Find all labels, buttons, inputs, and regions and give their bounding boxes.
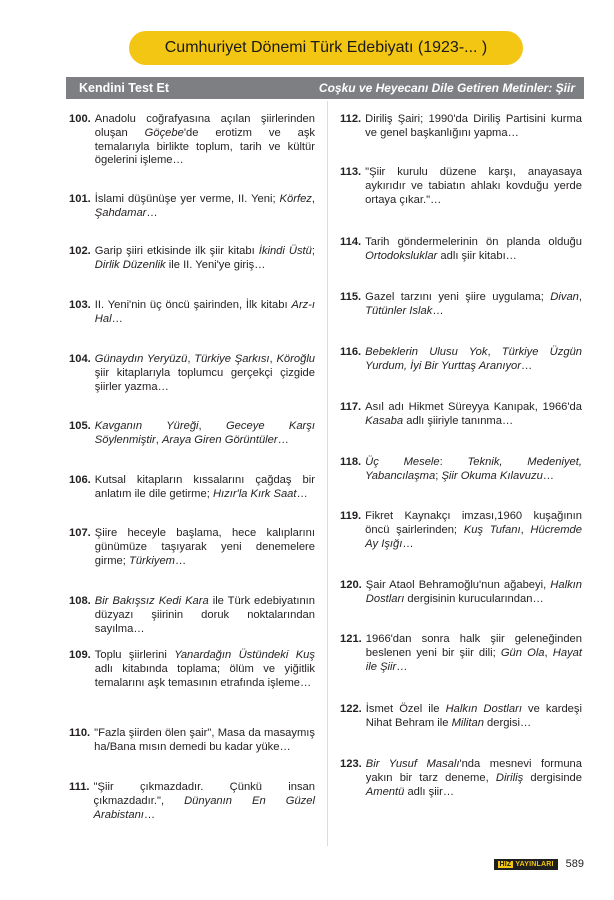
italic-title: Üç Mesele bbox=[365, 456, 440, 468]
logo-mark: HIZ bbox=[499, 860, 512, 868]
question-text: Tarih göndermelerinin ön planda olduğu Ortodoksluklar adlı şiir kitabı… bbox=[365, 236, 582, 262]
question-text: Diriliş Şairi; 1990'da Diriliş Partisini kurma ve genel başkanlığını yapma… bbox=[365, 113, 582, 139]
question-text: Anadolu coğrafyasına açılan şiirlerinden oluşan Göçebe'de erotizm ve aşk temalarıyla birlikte toplum, tarih ve kültür ögelerini işleme… bbox=[94, 113, 316, 167]
question-item bbox=[340, 113, 582, 141]
question-text: Kutsal kitapların kıssalarını çağdaş bir anlatım ile dile getirme; Hızır'la Kırk Saat… bbox=[94, 474, 315, 500]
question-text: "Fazla şiirden ölen şair", Masa da masaymış ha/Bana mısın demedi bu kadar yüke… bbox=[94, 727, 315, 753]
italic-title: Körfez bbox=[279, 193, 312, 205]
italic-title: Türkiye Şarkısı bbox=[194, 353, 270, 365]
question-text: Asıl adı Hikmet Süreyya Kanıpak, 1966'da Kasaba adlı şiiriyle tanınma… bbox=[365, 401, 582, 427]
question-item bbox=[340, 703, 582, 731]
question-text: Bir Bakışsız Kedi Kara ile Türk edebiyatının düzyazı şiirinin doruk noktalarından sayılma… bbox=[94, 595, 315, 635]
question-number: 105. bbox=[69, 420, 91, 432]
question-item bbox=[69, 193, 315, 221]
question-item bbox=[69, 649, 315, 690]
question-number: 111. bbox=[69, 781, 90, 793]
italic-title: Tütünler Islak bbox=[365, 304, 433, 317]
question-item bbox=[69, 353, 315, 394]
question-number: 116. bbox=[340, 346, 362, 358]
question-text: İslami düşünüşe yer verme, II. Yeni; Körfez, Şahdamar… bbox=[94, 193, 315, 219]
question-item bbox=[69, 595, 315, 636]
italic-title: Türkiye Üzgün Yurdum, İyi Bir Yurttaş Aranıyor bbox=[365, 346, 583, 372]
question-text: Fikret Kaynakçı imzası,1960 kuşağının öncü şairlerinden; Kuş Tufanı, Hücremde Ay Işığı… bbox=[365, 510, 582, 550]
question-text: Günaydın Yeryüzü, Türkiye Şarkısı, Köroğlu şiir kitaplarıyla toplumcu gerçekçi çizgide şiirler yazma… bbox=[94, 353, 316, 393]
question-item bbox=[340, 401, 582, 429]
question-number: 102. bbox=[69, 245, 91, 257]
italic-title: Dünyanın En Güzel Arabistanı bbox=[93, 794, 315, 821]
publisher-logo bbox=[494, 859, 558, 870]
question-number: 104. bbox=[69, 353, 91, 365]
italic-title: Halkın Dostları bbox=[365, 579, 582, 605]
section-label: Kendini Test Et bbox=[79, 81, 170, 95]
question-text: İsmet Özel ile Halkın Dostları ve kardeşi Nihat Behram ile Militan dergisi… bbox=[365, 703, 582, 729]
italic-title: Teknik, Medeniyet, Yabancılaşma bbox=[365, 456, 582, 482]
question-item bbox=[340, 633, 582, 674]
column-divider bbox=[327, 101, 328, 846]
question-text: Bir Yusuf Masalı'nda mesnevi formuna yakın bir tarz deneme, Diriliş dergisinde Amentü adlı şiir… bbox=[365, 758, 583, 798]
italic-title: Şiir Okuma Kılavuzu bbox=[441, 469, 543, 482]
question-item bbox=[69, 420, 315, 448]
question-text: Bebeklerin Ulusu Yok, Türkiye Üzgün Yurdum, İyi Bir Yurttaş Aranıyor… bbox=[365, 346, 583, 372]
question-text: Gazel tarzını yeni şiire uygulama; Divan, Tütünler Islak… bbox=[365, 291, 582, 317]
italic-title: Araya Giren Görüntüler bbox=[161, 433, 278, 446]
question-number: 117. bbox=[340, 401, 362, 413]
italic-title: Ortodoksluklar bbox=[365, 249, 438, 262]
italic-title: İkindi Üstü bbox=[258, 245, 312, 257]
question-number: 122. bbox=[340, 703, 362, 715]
question-text: Toplu şiirlerini Yanardağın Üstündeki Kuş adlı kitabında toplama; ölüm ve yiğitlik temalarını aşk temasının etrafında işleme… bbox=[94, 649, 315, 689]
italic-title: Hücremde Ay Işığı bbox=[365, 523, 582, 550]
page-footer bbox=[494, 858, 585, 870]
italic-title: Bir Yusuf Masalı bbox=[365, 758, 460, 770]
question-number: 101. bbox=[69, 193, 91, 205]
question-number: 120. bbox=[340, 579, 362, 591]
question-number: 100. bbox=[69, 113, 91, 125]
question-text: II. Yeni'nin üç öncü şairinden, İlk kitabı Arz-ı Hal… bbox=[94, 299, 315, 325]
question-number: 119. bbox=[340, 510, 362, 522]
question-text: Kavganın Yüreği, Geceye Karşı Söylenmiştir, Araya Giren Görüntüler… bbox=[94, 420, 315, 446]
italic-title: Göçebe bbox=[144, 126, 184, 139]
question-item bbox=[340, 456, 582, 484]
question-item bbox=[340, 166, 582, 207]
question-item bbox=[69, 781, 315, 822]
italic-title: Geceye Karşı Söylenmiştir bbox=[94, 420, 315, 446]
chapter-title: Cumhuriyet Dönemi Türk Edebiyatı (1923-... ) bbox=[164, 39, 488, 56]
question-text: "Şiir çıkmazdadır. Çünkü insan çıkmazdadır.", Dünyanın En Güzel Arabistanı… bbox=[93, 781, 315, 821]
question-number: 115. bbox=[340, 291, 362, 303]
question-item bbox=[340, 346, 582, 374]
italic-title: Yanardağın Üstündeki Kuş bbox=[174, 649, 315, 661]
italic-title: Bebeklerin Ulusu Yok bbox=[365, 346, 488, 358]
logo-text: YAYINLARI bbox=[515, 860, 554, 868]
question-text: 1966'dan sonra halk şiir geleneğinden beslenen yeni bir şiir dili; Gün Ola, Hayat ile Şiir… bbox=[365, 633, 582, 673]
italic-title: Hayat ile Şiir bbox=[365, 646, 582, 673]
italic-title: Militan bbox=[451, 716, 484, 729]
question-text: Garip şiiri etkisinde ilk şiir kitabı İkindi Üstü; Dirlik Düzenlik ile II. Yeni'ye giriş… bbox=[94, 245, 315, 271]
italic-title: Arz-ı Hal bbox=[94, 299, 315, 325]
italic-title: Günaydın Yeryüzü bbox=[94, 353, 188, 365]
question-number: 118. bbox=[340, 456, 362, 468]
question-item bbox=[69, 527, 315, 568]
italic-title: Amentü bbox=[365, 785, 405, 798]
question-number: 106. bbox=[69, 474, 91, 486]
question-number: 121. bbox=[340, 633, 362, 645]
italic-title: Türkiyem bbox=[128, 554, 175, 567]
question-item bbox=[340, 291, 582, 319]
question-item bbox=[69, 113, 315, 168]
italic-title: Halkın Dostları bbox=[445, 703, 522, 715]
question-number: 110. bbox=[69, 727, 91, 739]
italic-title: Hızır'la Kırk Saat bbox=[212, 487, 297, 500]
italic-title: Dirlik Düzenlik bbox=[94, 258, 166, 271]
italic-title: Gün Ola bbox=[500, 646, 545, 659]
question-number: 103. bbox=[69, 299, 91, 311]
question-number: 107. bbox=[69, 527, 91, 539]
italic-title: Diriliş bbox=[495, 771, 524, 784]
section-topic: Coşku ve Heyecanı Dile Getiren Metinler: Şiir bbox=[318, 81, 575, 95]
question-item bbox=[340, 510, 582, 551]
question-text: Şair Ataol Behramoğlu'nun ağabeyi, Halkın Dostları dergisinin kurucularından… bbox=[365, 579, 582, 605]
italic-title: Şahdamar bbox=[94, 206, 147, 219]
question-item bbox=[340, 758, 582, 799]
italic-title: Kuş Tufanı bbox=[463, 523, 521, 536]
italic-title: Bir Bakışsız Kedi Kara bbox=[94, 595, 209, 607]
italic-title: Kasaba bbox=[365, 414, 404, 427]
section-header-bar bbox=[66, 77, 584, 99]
italic-title: Köroğlu bbox=[276, 353, 316, 365]
italic-title: Kavganın Yüreği bbox=[94, 420, 199, 432]
question-item bbox=[69, 727, 315, 755]
italic-title: Divan bbox=[550, 291, 579, 303]
page-number: 589 bbox=[565, 858, 584, 870]
chapter-title-banner bbox=[129, 31, 523, 65]
question-number: 114. bbox=[340, 236, 362, 248]
question-item bbox=[340, 236, 582, 264]
question-item bbox=[69, 299, 315, 327]
question-item bbox=[340, 579, 582, 607]
question-number: 108. bbox=[69, 595, 91, 607]
question-item bbox=[69, 474, 315, 502]
question-text: Üç Mesele: Teknik, Medeniyet, Yabancılaşma; Şiir Okuma Kılavuzu… bbox=[365, 456, 582, 482]
question-number: 123. bbox=[340, 758, 362, 770]
question-text: "Şiir kurulu düzene karşı, anayasaya aykırıdır ve tabiatın ahlakı kovduğu yerde ortaya çıkar."… bbox=[365, 166, 582, 206]
question-number: 113. bbox=[340, 166, 362, 178]
question-number: 109. bbox=[69, 649, 91, 661]
question-item bbox=[69, 245, 315, 273]
question-number: 112. bbox=[340, 113, 362, 125]
question-text: Şiire heceyle başlama, hece kalıplarını günümüze taşıyarak yeni denemelere girme; Türkiyem… bbox=[94, 527, 315, 567]
